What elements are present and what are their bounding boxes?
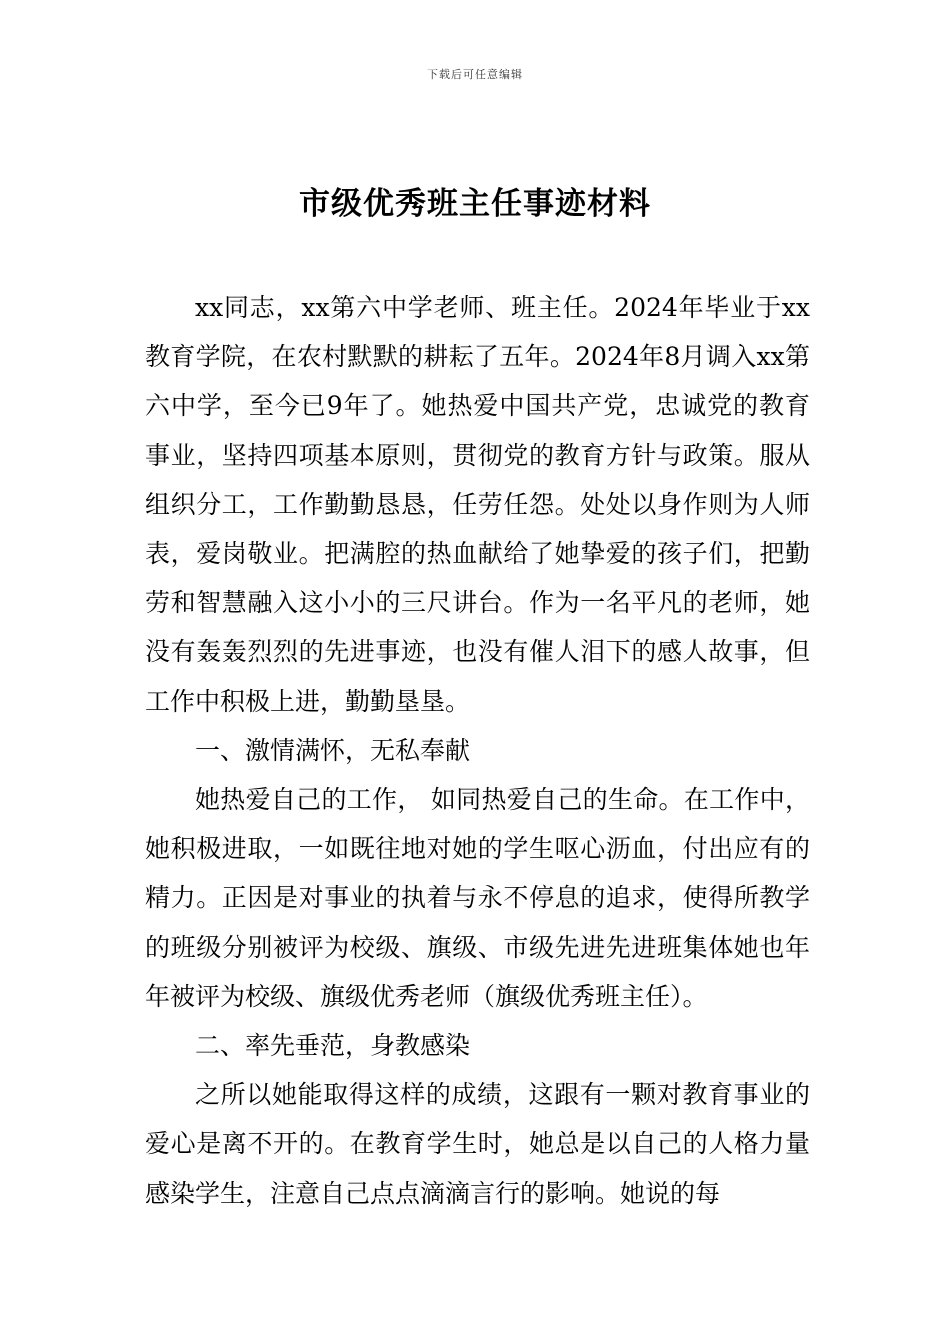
document-body [145, 283, 810, 1218]
section-heading-1: 一、激情满怀，无私奉献 [195, 735, 471, 765]
document-title: 市级优秀班主任事迹材料 [299, 186, 651, 222]
paragraph-section-1: 她热爱自己的工作， 如同热爱自己的生命。在工作中，她积极进取，一如既往地对她的学生呕心沥血，付出应有的精力。正因是对事业的执着与永不停息的追求，使得所教学的班级分别被评为校级、旗级、市级先进先进班集体她也年年被评为校级、旗级优秀老师（旗级优秀班主任）。 [145, 785, 810, 1011]
header-note: 下载后可任意编辑 [427, 68, 523, 81]
paragraph-section-2: 之所以她能取得这样的成绩，这跟有一颗对教育事业的爱心是离不开的。在教育学生时，她总是以自己的人格力量感染学生，注意自己点点滴滴言行的影响。她说的每 [145, 1080, 810, 1208]
paragraph-intro: xx同志，xx第六中学老师、班主任。2024年毕业于xx教育学院，在农村默默的耕耘了五年。2024年8月调入xx第六中学，至今已9年了。她热爱中国共产党，忠诚党的教育事业，坚持四项基本原则，贯彻党的教育方针与政策。服从组织分工，工作勤勤恳恳，任劳任怨。处处以身作则为人师表，爱岗敬业。把满腔的热血献给了她挚爱的孩子们，把勤劳和智慧融入这小小的三尺讲台。作为一名平凡的老师，她没有轰轰烈烈的先进事迹，也没有催人泪下的感人故事，但工作中积极上进，勤勤垦垦。 [145, 293, 810, 716]
section-heading-2: 二、率先垂范，身教感染 [195, 1031, 471, 1061]
